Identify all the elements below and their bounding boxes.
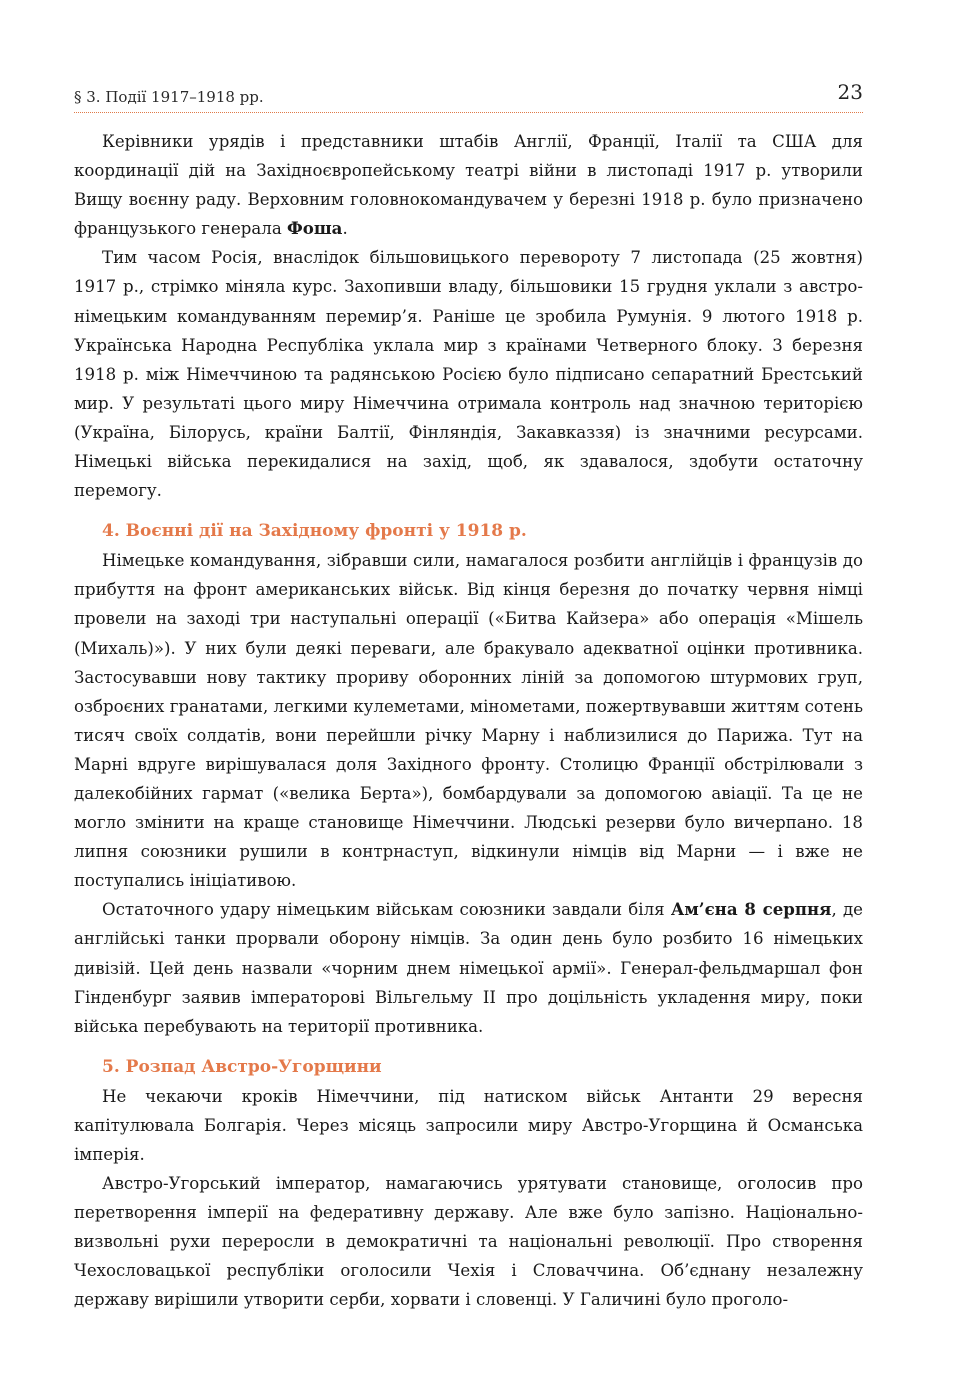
page-body: [74, 127, 863, 1315]
bold-term: Ам’єна 8 серпня: [670, 899, 832, 920]
paragraph: Тим часом Росія, внаслідок більшовицького перевороту 7 листопада (25 жовтня) 1917 р., стрімко міняла курс. Захопивши владу, більшовики 15 грудня уклали з австро-німецьким командуванням перемир’я. Раніше це зробила Румунія. 9 лютого 1918 р. Українська Народна Республіка уклала мир з країнами Четверного блоку. 3 березня 1918 р. між Німеччиною та радянською Росією було підписано сепаратний Брестський мир. У результаті цього миру Німеччина отримала контроль над значною територією (Україна, Білорусь, країни Балтії, Фінляндія, Закавказзя) із значними ресурсами. Німецькі війська перекидалися на захід, щоб, як здавалося, здобути остаточну перемогу.: [74, 248, 863, 501]
paragraph: Німецьке командування, зібравши сили, намагалося розбити англійців і французів до прибуття на фронт американських військ. Від кінця березня до початку червня німці провели на заході три наступальні операції («Битва Кайзера» або операція «Мішель (Михаль)»). У них були деякі переваги, але бракувало адекватної оцінки противника. Застосувавши нову тактику прориву оборонних ліній за допомогою штурмових груп, озброєних гранатами, легкими кулеметами, мінометами, пожертвувавши життям сотень тисяч своїх солдатів, вони перейшли річку Марну і наблизилися до Парижа. Тут на Марні вдруге вирішувалася доля Західного фронту. Столицю Франції обстрілювали з далекобійних гармат («велика Берта»), бомбардували за допомогою авіації. Та це не могло змінити на краще становище Німеччини. Людські резерви було вичерпано. 18 липня союзники рушили в контрнаступ, відкинули німців від Марни — і вже не поступались ініціативою.: [74, 551, 863, 891]
page-header: [74, 80, 863, 108]
page-number: 23: [837, 80, 863, 104]
paragraph: Остаточного удару німецьким військам союзники завдали біля Ам’єна 8 серпня, де англійські танки прорвали оборону німців. За один день було розбито 16 німецьких дивізій. Цей день назвали «чорним днем німецької армії». Генерал-фельдмаршал фон Гінденбург заявив імператорові Вільгельму II про доцільність укладення миру, поки війська перебувають на території противника.: [74, 899, 864, 1036]
running-head: § 3. Події 1917–1918 рр.: [74, 88, 264, 106]
header-divider: [74, 112, 863, 113]
paragraph: Не чекаючи кроків Німеччини, під натиском військ Антанти 29 вересня капітулювала Болгарія. Через місяць запросили миру Австро-Угорщина й Османська імперія.: [74, 1086, 863, 1164]
section-heading: 5. Розпад Австро-Угорщини: [102, 1056, 382, 1077]
bold-term: Фоша: [287, 218, 343, 239]
paragraph: Керівники урядів і представники штабів Англії, Франції, Італії та США для координації дій на Західноєвропейському театрі війни в листопаді 1917 р. утворили Вищу воєнну раду. Верховним головнокомандувачем у березні 1918 р. було призначено французького генерала Фоша.: [74, 132, 863, 239]
paragraph: Австро-Угорський імператор, намагаючись урятувати становище, оголосив про перетворення імперії на федеративну державу. Але вже було запізно. Національно-визвольні рухи переросли в демократичні та національні революції. Про створення Чехословацької республіки оголосили Чехія і Словаччина. Об’єднану незалежну державу вирішили утворити серби, хорвати і словенці. У Галичині було проголо-: [74, 1174, 863, 1310]
section-heading: 4. Воєнні дії на Західному фронті у 1918 р.: [102, 521, 527, 542]
